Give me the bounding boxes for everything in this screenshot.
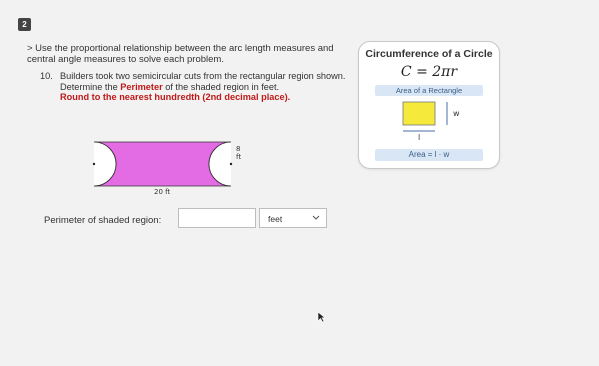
unit-dropdown[interactable] [259, 208, 327, 228]
width-label: 20 ft [154, 188, 171, 196]
rectangle-area-formula: Area = l · w [375, 149, 483, 161]
length-symbol: l [418, 133, 421, 142]
perimeter-input[interactable] [178, 208, 256, 228]
left-center-dot [93, 163, 95, 165]
circumference-formula: C = 2πr [400, 64, 458, 80]
width-symbol: w [453, 109, 460, 118]
card-title: Circumference of a Circle [365, 48, 493, 60]
unit-selected-value: feet [268, 214, 283, 224]
problem-text-part-b: of the shaded region in feet. [162, 81, 280, 92]
right-center-dot [230, 163, 232, 165]
mouse-cursor-icon [317, 310, 326, 328]
question-number-badge: 2 [18, 18, 31, 31]
rounding-instruction: Round to the nearest hundredth (2nd decimal place). [60, 92, 291, 102]
height-label: 8 ft [236, 145, 242, 161]
problem-number: 10. [40, 71, 53, 81]
instructions-text: > Use the proportional relationship between the arc length measures and central angle measures to solve each problem. [27, 43, 334, 65]
rectangle-diagram [399, 100, 469, 142]
answer-label: Perimeter of shaded region: [44, 215, 162, 226]
shaded-region-figure [86, 138, 246, 203]
problem-emphasis: Perimeter [120, 81, 163, 92]
chevron-down-icon [312, 213, 320, 225]
rectangle-area-title: Area of a Rectangle [375, 85, 483, 96]
problem-statement [40, 71, 350, 103]
rectangle-shape [403, 102, 435, 125]
problem-text-part-a: Builders took two semicircular cuts from the rectangular region shown. Determine the [60, 71, 346, 92]
formula-reference-card [358, 41, 500, 169]
